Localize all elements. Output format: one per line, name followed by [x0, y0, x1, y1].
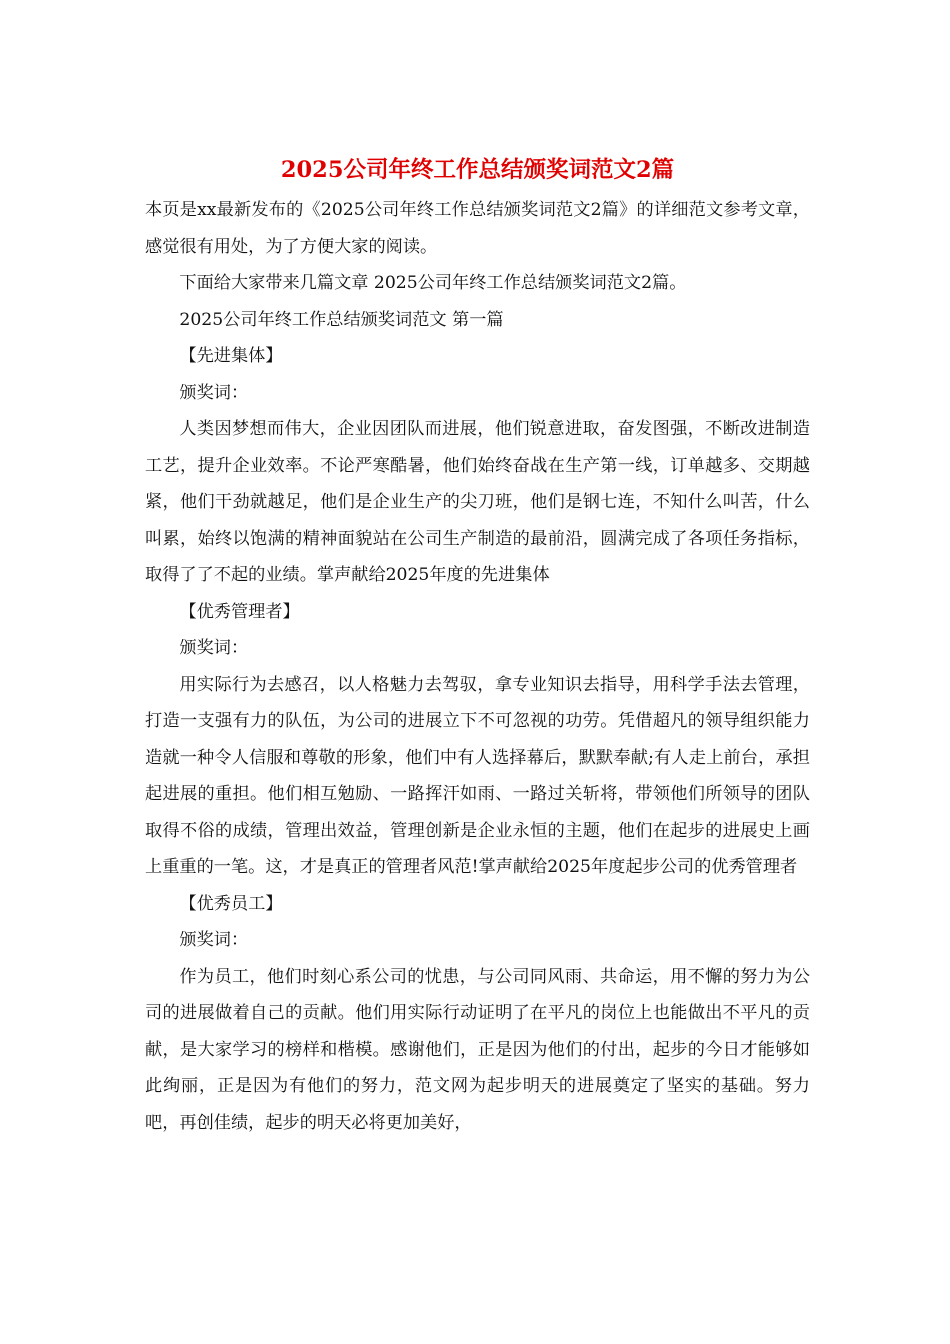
paragraph: 人类因梦想而伟大，企业因团队而进展，他们锐意进取，奋发图强，不断改进制造工艺，提升企业效率。不论严寒酷暑，他们始终奋战在生产第一线，订单越多、交期越紧，他们干劲就越足，他们是企业生产的尖刀班，他们是钢七连，不知什么叫苦，什么叫累，始终以饱满的精神面貌站在公司生产制造的最前沿，圆满完成了各项任务指标，取得了了不起的业绩。掌声献给2025年度的先进集体	[145, 419, 810, 585]
paragraph: 颁奖词：	[179, 930, 249, 950]
paragraph: 【先进集体】	[179, 346, 283, 366]
paragraph: 【优秀管理者】	[179, 601, 300, 622]
paragraph: 颁奖词：	[179, 382, 249, 403]
paragraph: 本页是xx最新发布的《2025公司年终工作总结颁奖词范文2篇》的详细范文参考文章，感觉很有用处，为了方便大家的阅读。	[145, 200, 810, 257]
paragraph: 下面给大家带来几篇文章 2025公司年终工作总结颁奖词范文2篇。	[179, 273, 687, 293]
document-title: 2025公司年终工作总结颁奖词范文2篇	[280, 157, 675, 183]
paragraph: 用实际行为去感召，以人格魅力去驾驭，拿专业知识去指导，用科学手法去管理，打造一支强有力的队伍，为公司的进展立下不可忽视的功劳。凭借超凡的领导组织能力造就一种令人信服和尊敬的形象，他们中有人选择幕后，默默奉献;有人走上前台，承担起进展的重担。他们相互勉励、一路挥汗如雨、一路过关斩将，带领他们所领导的团队取得不俗的成绩，管理出效益，管理创新是企业永恒的主题，他们在起步的进展史上画上重重的一笔。这，才是真正的管理者风范!掌声献给2025年度起步公司的优秀管理者	[145, 674, 810, 877]
document-page	[145, 150, 810, 1141]
document-body	[145, 192, 810, 1141]
paragraph: 2025公司年终工作总结颁奖词范文 第一篇	[179, 309, 504, 330]
paragraph: 【优秀员工】	[179, 893, 283, 914]
paragraph: 颁奖词：	[179, 638, 249, 658]
paragraph: 作为员工，他们时刻心系公司的忧患，与公司同风雨、共命运，用不懈的努力为公司的进展做着自己的贡献。他们用实际行动证明了在平凡的岗位上也能做出不平凡的贡献，是大家学习的榜样和楷模。感谢他们，正是因为他们的付出，起步的今日才能够如此绚丽，正是因为有他们的努力，范文网为起步明天的进展奠定了坚实的基础。努力吧，再创佳绩，起步的明天必将更加美好，	[145, 966, 810, 1133]
